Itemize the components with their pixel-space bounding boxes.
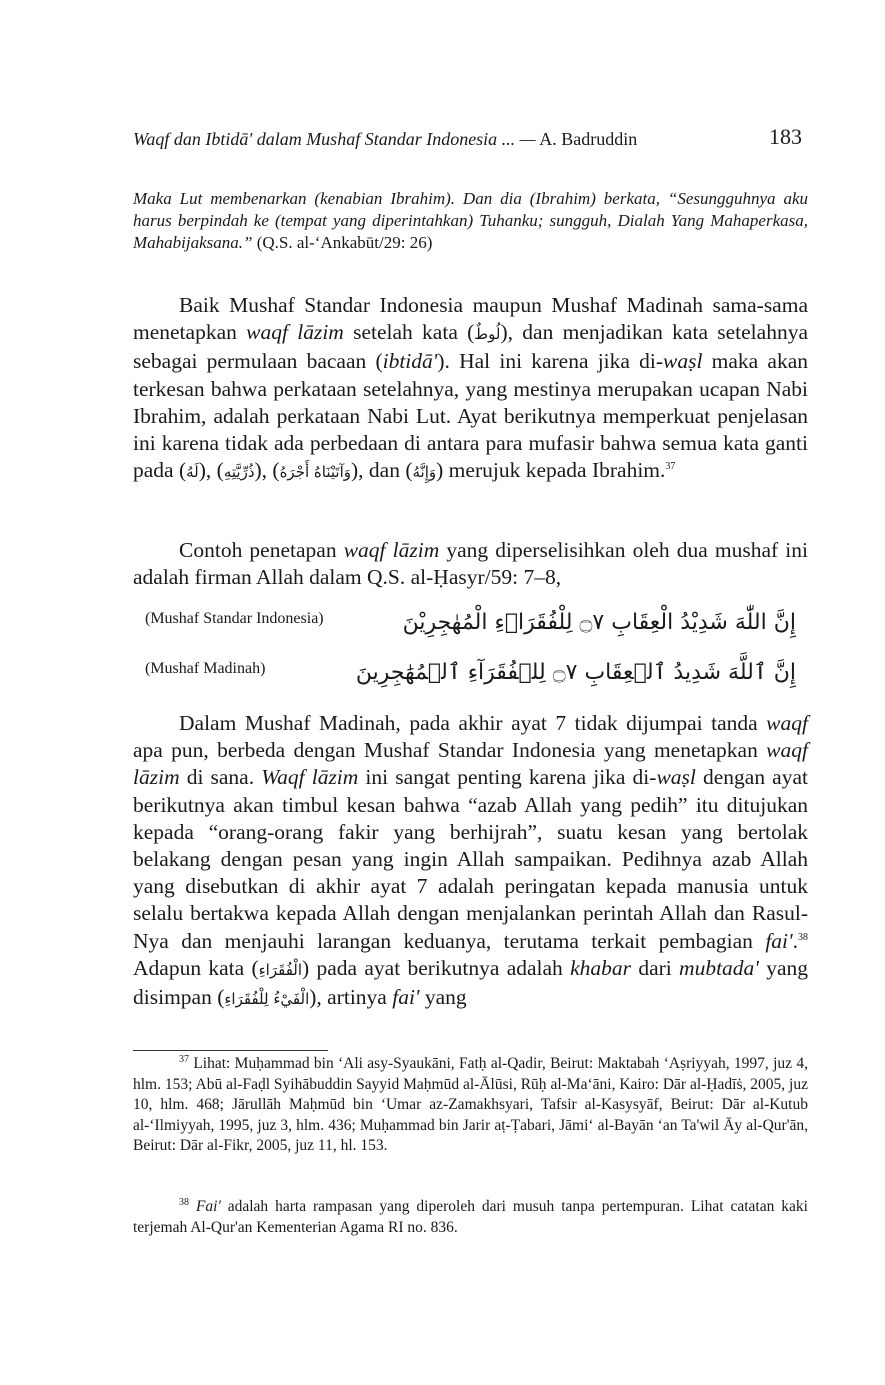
term-italic: waṣl: [656, 765, 696, 790]
text: di sana.: [179, 765, 262, 790]
text: ), (: [254, 458, 280, 483]
text: ). Hal ini karena jika di-: [437, 349, 664, 374]
paragraph-1: [133, 292, 808, 486]
term-italic: fai': [392, 985, 420, 1010]
term-italic: Fai': [195, 1198, 221, 1215]
arabic-word: الْفَيْءُ لِلْفُقَرَاءِ: [224, 990, 310, 1009]
text: yang diperselisihkan oleh dua mushaf ini adalah firman Allah dalam Q.S. al-Ḥasyr/59: 7–8,: [133, 538, 808, 590]
footnote-38: [133, 1197, 808, 1238]
text: ini sangat penting karena jika di-: [358, 765, 657, 790]
term-italic: waqf lāzim: [343, 538, 440, 562]
text: ) pada ayat berikutnya adalah: [302, 955, 571, 980]
term-italic: Waqf lāzim: [261, 765, 359, 790]
text: setelah kata (: [343, 320, 475, 345]
verse-translation: [133, 188, 808, 253]
text: Adapun kata (: [133, 955, 259, 980]
arabic-word: وَآتَيْنَاهُ أَجْرَهُ: [279, 463, 351, 482]
term-italic: ibtidā': [382, 349, 438, 374]
term-italic: khabar: [570, 955, 632, 980]
paragraph-3: [133, 710, 808, 1013]
text: ) merujuk kepada Ibrahim.: [436, 458, 666, 483]
text: ), (: [198, 458, 224, 483]
arabic-word: وَإِنَّهُ: [412, 463, 437, 482]
footnote-number: 38: [179, 1196, 189, 1208]
arabic-word: الْفُقَرَاءِ: [258, 960, 303, 979]
arabic-word: ذُرِّيَّتِهِ: [223, 463, 255, 482]
term-italic: mubtada': [679, 955, 759, 980]
running-title: Waqf dan Ibtidā' dalam Mushaf Standar Indonesia ... —: [133, 129, 536, 149]
mushaf-label: (Mushaf Standar Indonesia): [145, 610, 324, 627]
footnote-text: adalah harta rampasan yang diperoleh dari musuh tanpa pertempuran. Lihat catatan kaki terjemah Al-Qur'an Kementerian Agama RI no. 836.: [133, 1198, 808, 1236]
footnote-ref[interactable]: 38: [798, 931, 808, 943]
arabic-verse: إِنَّ اللّٰهَ شَدِيْدُ الْعِقَابِ ۝٧ لِلْفُقَرَاۤءِ الْمُهٰجِرِيْنَ: [402, 610, 796, 635]
term-italic: waqf lāzim: [246, 320, 344, 345]
text: apa pun, berbeda dengan Mushaf Standar Indonesia yang menetapkan: [133, 738, 767, 763]
running-header: [133, 124, 808, 151]
verse-translation-text: Maka Lut membenarkan (kenabian Ibrahim). Dan dia (Ibrahim) berkata, “Sesungguhnya aku harus berpindah ke (tempat yang diperintahkan) Tuhanku; sungguh, Dialah Yang Mahaperkasa, Mahabijaksana.”: [133, 189, 808, 252]
page-number: 183: [769, 124, 802, 149]
footnote-ref[interactable]: 37: [665, 461, 676, 473]
footnote-divider: [133, 1050, 328, 1051]
text: yang disimpan (: [133, 955, 808, 1010]
author-name: A. Badruddin: [539, 129, 638, 149]
text: dari: [631, 955, 680, 980]
arabic-word: لَهُ: [186, 463, 199, 482]
text: maka akan terkesan bahwa perkataan setelahnya, yang mestinya merupakan ucapan Nabi Ibrahim, adalah perkataan Nabi Lut. Ayat berikutnya memperkuat penjelasan ini karena tidak ada perbedaan di antara para mufasir bahwa semua kata ganti pada (: [133, 349, 808, 483]
text: .: [792, 928, 798, 953]
term-italic: fai': [765, 928, 793, 953]
text: yang: [419, 985, 467, 1010]
text: dengan ayat berikutnya akan timbul kesan bahwa “azab Allah yang pedih” itu ditujukan kepada “orang-orang fakir yang berhijrah”, suatu kesan yang bertolak belakang dengan pesan yang ingin Allah sampaikan. Pedihnya azab Allah yang disebutkan di akhir ayat 7 adalah peringatan kepada manusia untuk selalu bertakwa kepada Allah dengan menjalankan perintah Allah dan Rasul-Nya dan menjauhi larangan keduanya, terutama terkait pembagian: [133, 765, 808, 953]
footnote-text: Lihat: Muḥammad bin ‘Ali asy-Syaukāni, Fatḥ al-Qadir, Beirut: Maktabah ‘Aṣriyyah, 1997, juz 4, hlm. 153; Abū al-Faḍl Syihābuddin Sayyid Maḥmūd al-Ālūsi, Rūḥ al-Ma‘āni, Kairo: Dār al-Ḥadīṡ, 2005, juz 10, hlm. 468; Jārullāh Maḥmūd bin ‘Umar az-Zamakhsyari, Tafsir al-Kasysyāf, Beirut: Dār al-Kutub al-‘Ilmiyyah, 1995, juz 3, hlm. 436; Muḥammad bin Jarir aṭ-Ṭabari, Jāmi‘ al-Bayān ‘an Ta'wil Āy al-Qur'ān, Beirut: Dār al-Fikr, 2005, juz 11, hl. 153.: [133, 1055, 809, 1154]
term-italic: waṣl: [663, 349, 703, 374]
text: ), artinya: [309, 985, 393, 1010]
mushaf-label: (Mushaf Madinah): [145, 660, 266, 677]
arabic-word: لُوطٌ: [474, 325, 501, 344]
footnote-number: 37: [179, 1053, 189, 1065]
verse-reference: (Q.S. al-‘Ankabūt/29: 26): [256, 232, 433, 252]
text: Contoh penetapan: [179, 538, 344, 562]
text: Baik Mushaf Standar Indonesia maupun Mushaf Madinah sama-sama menetapkan: [133, 293, 808, 345]
footnote-37: [133, 1054, 808, 1157]
text: ), dan menjadikan kata setelahnya sebagai permulaan bacaan (: [133, 320, 808, 374]
term-italic: waqf lāzim: [133, 738, 808, 790]
paragraph-2: [133, 537, 808, 591]
arabic-verse: إِنَّ ٱللَّهَ شَدِيدُ ٱلۡعِقَابِ ۝٧ لِلۡفُقَرَآءِ ٱلۡمُهَٰجِرِينَ: [355, 660, 796, 685]
text: Dalam Mushaf Madinah, pada akhir ayat 7 tidak dijumpai tanda: [179, 711, 767, 735]
term-italic: waqf: [766, 711, 808, 735]
text: ), dan (: [351, 458, 413, 483]
